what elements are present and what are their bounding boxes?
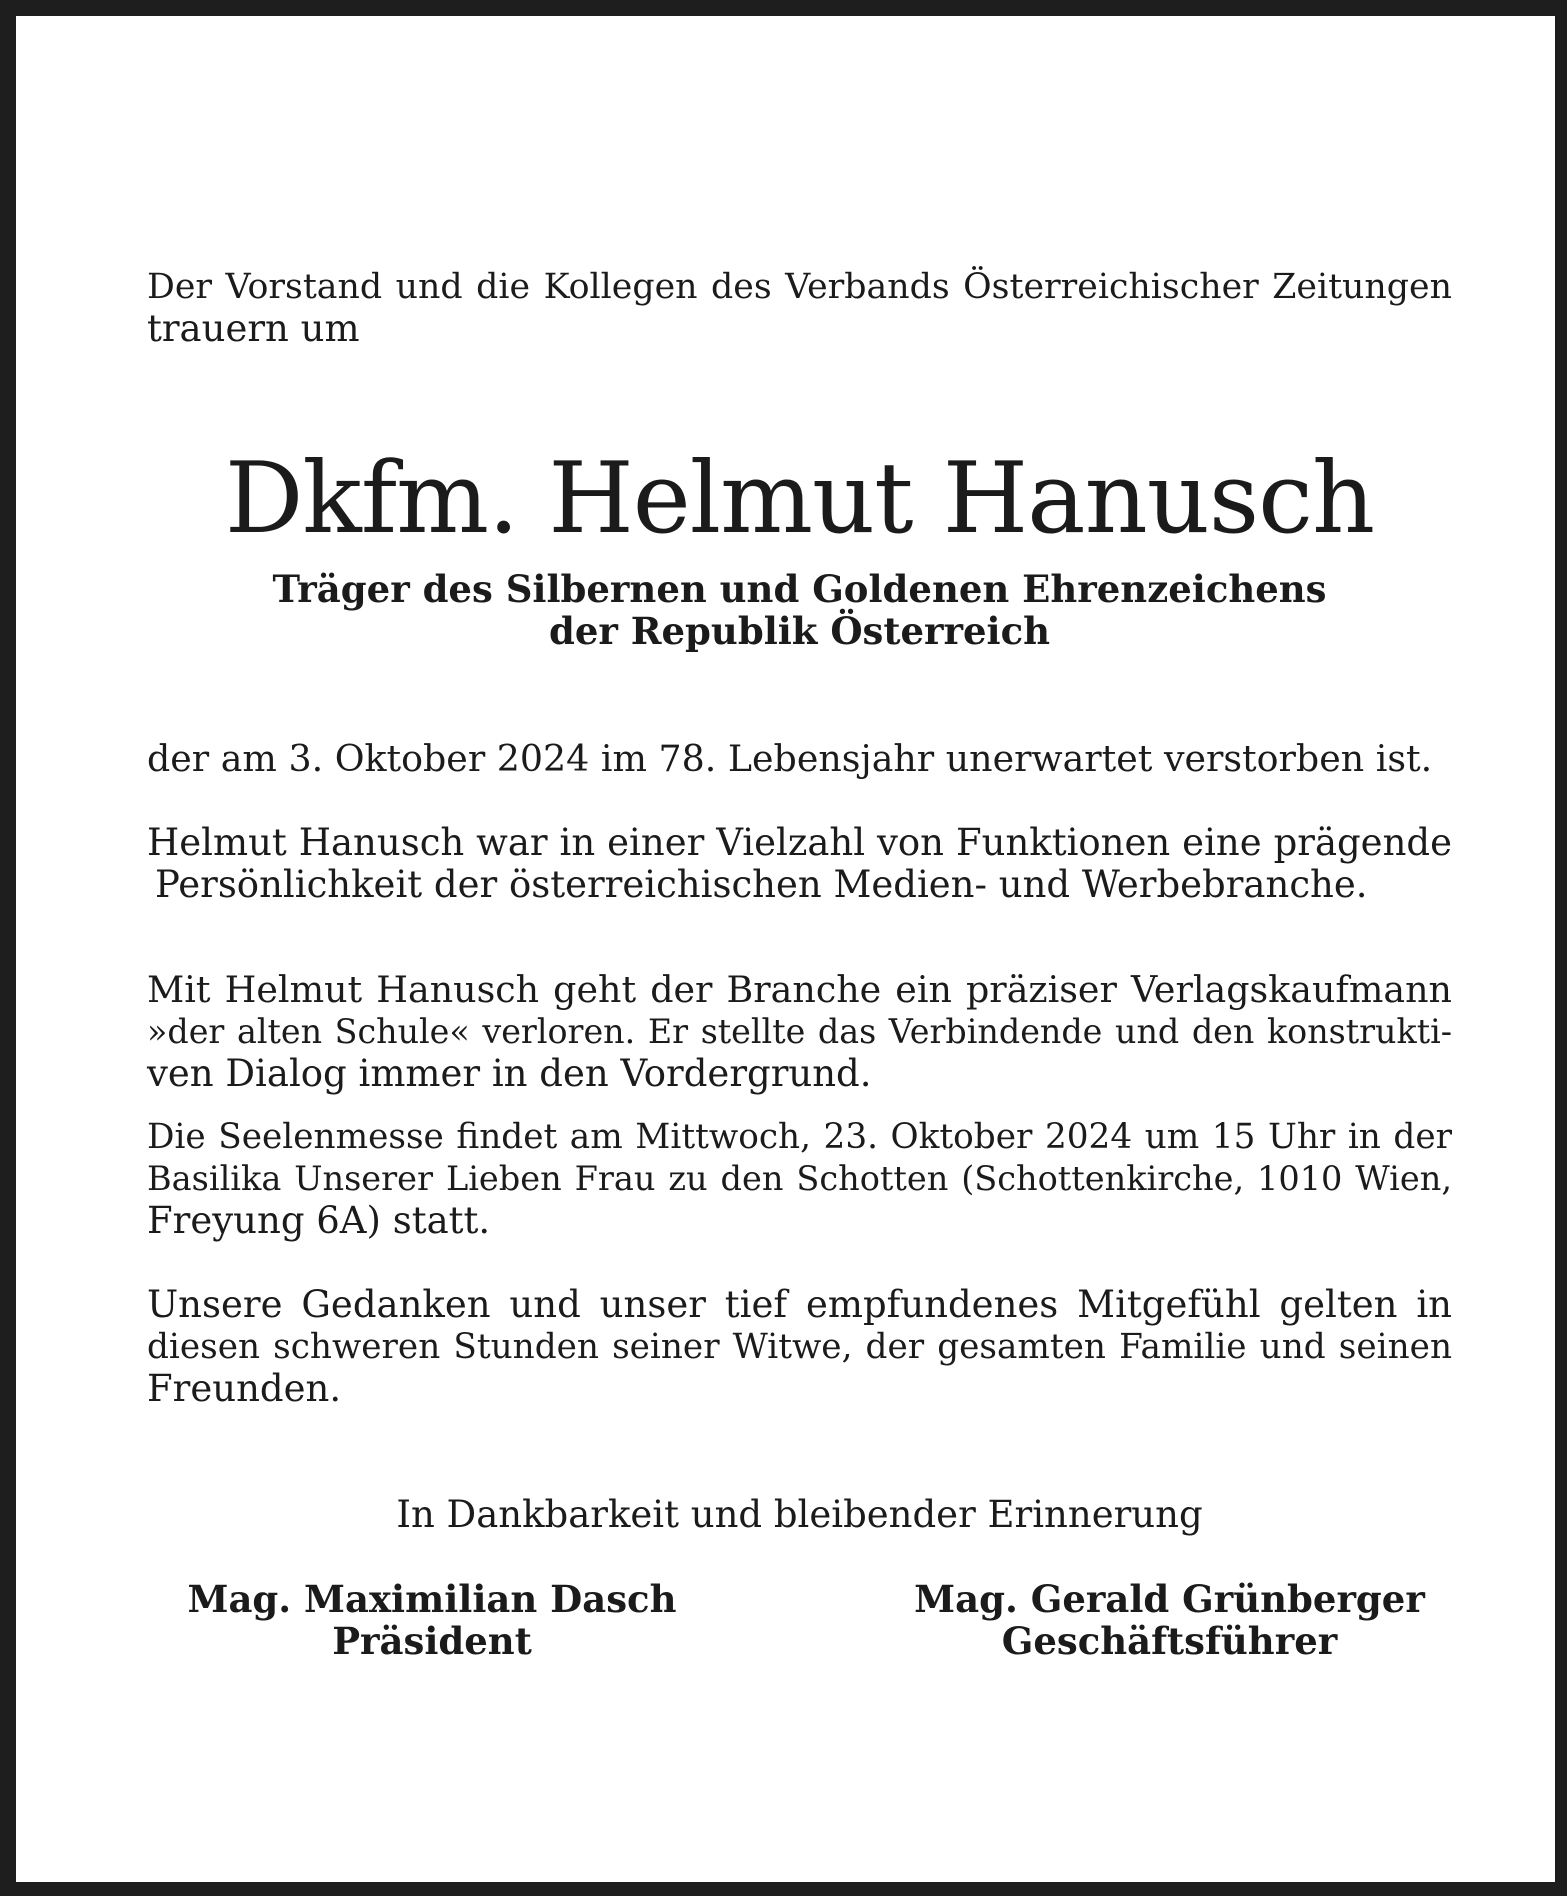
- honor-line: der Republik Österreich: [548, 609, 1051, 653]
- paragraph-line: »der alten Schule« verloren. Er stellte das Verbindende und den konstrukti-: [147, 1012, 1452, 1051]
- death-notice-line: der am 3. Oktober 2024 im 78. Lebensjahr unerwartet verstorben ist.: [147, 737, 1433, 780]
- intro-line: trauern um: [147, 307, 360, 350]
- paragraph-line: Basilika Unserer Lieben Frau zu den Schotten (Schottenkirche, 1010 Wien,: [147, 1159, 1452, 1198]
- signatory-title: Geschäftsführer: [1001, 1619, 1338, 1663]
- signatory-managing-director: [887, 1578, 1452, 1662]
- signatory-name: Mag. Gerald Grünberger: [914, 1577, 1425, 1621]
- closing-line: In Dankbarkeit und bleibender Erinnerung: [396, 1493, 1203, 1536]
- obituary-notice: [147, 16, 1452, 1882]
- paragraph-career: [147, 822, 1452, 906]
- paragraph-line: Die Seelenmesse findet am Mittwoch, 23. Oktober 2024 um 15 Uhr in der: [147, 1117, 1452, 1157]
- signatory-president: [147, 1578, 717, 1662]
- intro-text: [147, 266, 1452, 350]
- honor-text: [147, 568, 1452, 652]
- paragraph-line: ven Dialog immer in den Vordergrund.: [147, 1052, 872, 1095]
- death-notice: [147, 738, 1452, 780]
- intro-line: Der Vorstand und die Kollegen des Verbands Österreichischer Zeitungen: [147, 267, 1452, 307]
- paragraph-line: Persönlichkeit der österreichischen Medien- und Werbebranche.: [155, 863, 1368, 906]
- signatory-title: Präsident: [332, 1619, 532, 1663]
- paragraph-line: Freunden.: [147, 1367, 342, 1410]
- paragraph-line: Mit Helmut Hanusch geht der Branche ein präziser Verlagskaufmann: [147, 968, 1452, 1011]
- honor-line: Träger des Silbernen und Goldenen Ehrenzeichens: [272, 567, 1327, 611]
- paragraph-condolences: [147, 1284, 1452, 1410]
- paragraph-line: Freyung 6A) statt.: [147, 1199, 491, 1242]
- signatory-name: Mag. Maximilian Dasch: [187, 1577, 677, 1621]
- paragraph-line: Helmut Hanusch war in einer Vielzahl von Funktionen eine prägende: [147, 821, 1452, 864]
- paragraph-tribute: [147, 969, 1452, 1095]
- deceased-name: Dkfm. Helmut Hanusch: [224, 442, 1375, 556]
- paragraph-line: Unsere Gedanken und unser tief empfundenes Mitgefühl gelten in: [147, 1283, 1452, 1326]
- paragraph-line: diesen schweren Stunden seiner Witwe, der gesamten Familie und seinen: [147, 1327, 1452, 1367]
- paragraph-mass: [147, 1116, 1452, 1242]
